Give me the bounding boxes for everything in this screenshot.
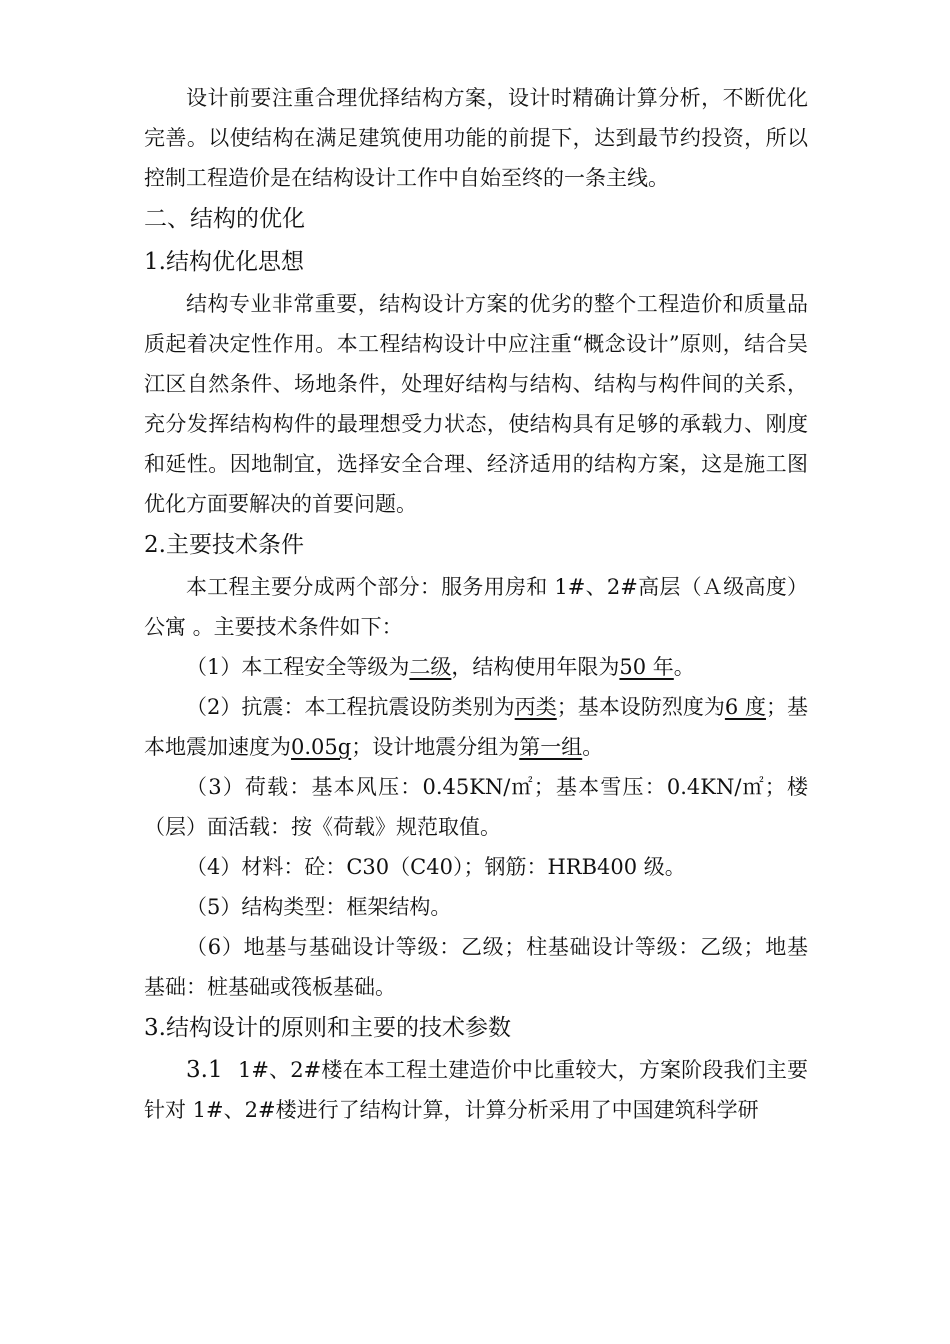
heading-section-2: 二、结构的优化	[144, 206, 305, 232]
item1-service-life: 50 年	[619, 655, 674, 679]
list-item-1	[144, 647, 808, 687]
document-page	[144, 78, 808, 1130]
item2-group: 第一组	[519, 735, 583, 759]
item2-acceleration: 0.05g	[291, 735, 352, 759]
item1-text-b: ，结构使用年限为	[451, 655, 620, 679]
list-item-6: （6）地基与基础设计等级：乙级；柱基础设计等级：乙级；地基基础：桩基础或筏板基础。	[144, 935, 808, 999]
item2-text-e: 。	[582, 735, 604, 759]
paragraph-technical-intro: 本工程主要分成两个部分：服务用房和 1#、2#高层（Ａ级高度）公寓 。主要技术条件如下：	[144, 575, 808, 639]
heading-3-design-principles: 3.结构设计的原则和主要的技术参数	[144, 1015, 511, 1041]
paragraph-3-1	[144, 1050, 808, 1130]
item2-text-a: （2）抗震：本工程抗震设防类别为	[186, 695, 515, 719]
list-item-5: （5）结构类型：框架结构。	[186, 895, 452, 919]
paragraph-optimization-idea: 结构专业非常重要，结构设计方案的优劣的整个工程造价和质量品质起着决定性作用。本工程结构设计中应注重“概念设计”原则，结合吴江区自然条件、场地条件，处理好结构与结构、结构与构件间的关系，充分发挥结构构件的最理想受力状态，使结构具有足够的承载力、刚度和延性。因地制宜，选择安全合理、经济适用的结构方案，这是施工图优化方面要解决的首要问题。	[144, 292, 808, 516]
item1-text-a: （1）本工程安全等级为	[186, 655, 410, 679]
list-item-3: （3）荷载：基本风压：0.45KN/㎡；基本雪压：0.4KN/㎡；楼（层）面活载：按《荷载》规范取值。	[144, 775, 808, 839]
paragraph-3-1-text: 1#、2#楼在本工程土建造价中比重较大，方案阶段我们主要针对 1#、2#楼进行了结构计算，计算分析采用了中国建筑科学研	[144, 1058, 808, 1122]
item2-text-c: ；基本地震加速度为	[144, 695, 809, 759]
item1-safety-grade: 二级	[409, 655, 452, 679]
item2-text-d: ；设计地震分组为	[351, 735, 520, 759]
heading-2-technical-conditions: 2.主要技术条件	[144, 532, 304, 558]
item2-intensity: 6 度	[724, 695, 766, 719]
item2-text-b: ；基本设防烈度为	[556, 695, 725, 719]
section-number-3-1: 3.1	[186, 1057, 223, 1083]
list-item-2	[144, 687, 808, 767]
list-item-4: （4）材料：砼：C30（C40）；钢筋：HRB400 级。	[186, 855, 686, 879]
heading-1-structure-optimization: 1.结构优化思想	[144, 249, 304, 275]
item2-seismic-category: 丙类	[514, 695, 557, 719]
paragraph-intro: 设计前要注重合理优择结构方案，设计时精确计算分析，不断优化完善。以使结构在满足建筑使用功能的前提下，达到最节约投资，所以控制工程造价是在结构设计工作中自始至终的一条主线。	[144, 86, 808, 190]
item1-text-c: 。	[673, 655, 695, 679]
